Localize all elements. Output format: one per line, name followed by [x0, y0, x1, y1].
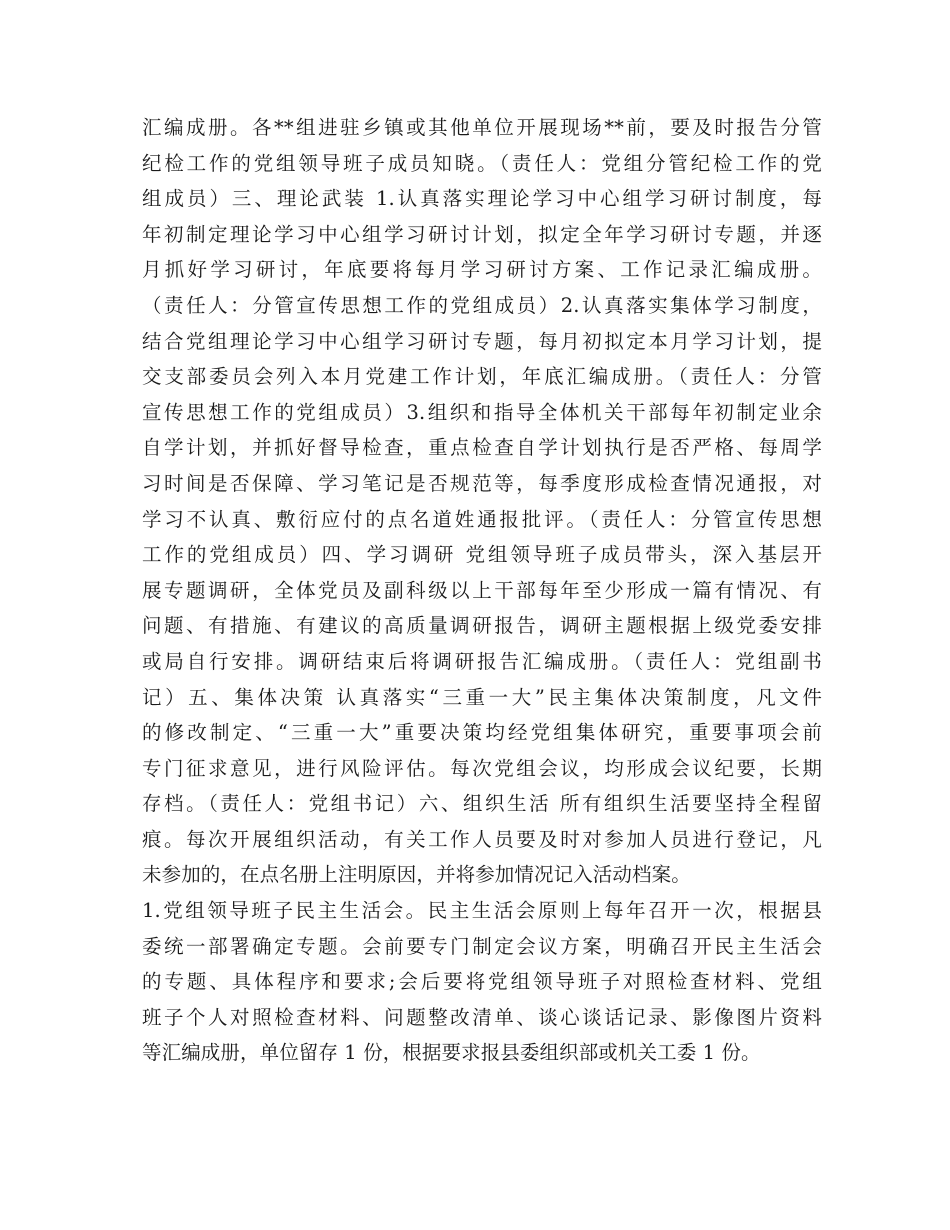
text-line: 交支部委员会列入本月党建工作计划，年底汇编成册。（责任人：分管: [142, 365, 822, 389]
text-line: 月抓好学习研讨，年底要将每月学习研讨方案、工作记录汇编成册。: [142, 258, 822, 282]
text-line: 痕。每次开展组织活动，有关工作人员要及时对参加人员进行登记，凡: [142, 827, 822, 851]
text-line: 专门征求意见，进行风险评估。每次党组会议，均形成会议纪要，长期: [142, 756, 822, 780]
text-line: 等汇编成册，单位留存 1 份，根据要求报县委组织部或机关工委 1 份。: [142, 1041, 761, 1065]
text-line: 结合党组理论学习中心组学习研讨专题，每月初拟定本月学习计划，提: [142, 329, 822, 353]
text-line: 自学计划，并抓好督导检查，重点检查自学计划执行是否严格、每周学: [142, 436, 822, 460]
text-line: （责任人：分管宣传思想工作的党组成员）2.认真落实集体学习制度，: [142, 293, 822, 317]
text-line: 学习不认真、敷衍应付的点名道姓通报批评。（责任人：分管宣传思想: [142, 507, 822, 531]
text-line: 习时间是否保障、学习笔记是否规范等，每季度形成检查情况通报，对: [142, 471, 822, 495]
text-line: 展专题调研，全体党员及副科级以上干部每年至少形成一篇有情况、有: [142, 578, 822, 602]
text-line: 记）五、集体决策 认真落实“三重一大”民主集体决策制度，凡文件: [142, 685, 822, 709]
text-line: 组成员）三、理论武装 1.认真落实理论学习中心组学习研讨制度，每: [142, 187, 822, 211]
text-line: 纪检工作的党组领导班子成员知晓。（责任人：党组分管纪检工作的党: [142, 151, 822, 175]
text-line: 工作的党组成员）四、学习调研 党组领导班子成员带头，深入基层开: [142, 543, 822, 567]
text-line: 汇编成册。各**组进驻乡镇或其他单位开展现场**前，要及时报告分管: [142, 116, 822, 139]
text-line: 班子个人对照检查材料、问题整改清单、谈心谈话记录、影像图片资料: [142, 1005, 822, 1029]
text-line: 存档。（责任人：党组书记）六、组织生活 所有组织生活要坚持全程留: [142, 792, 822, 816]
document-body: [142, 110, 822, 1071]
text-line: 的专题、具体程序和要求;会后要将党组领导班子对照检查材料、党组: [142, 970, 822, 994]
text-line: 1.党组领导班子民主生活会。民主生活会原则上每年召开一次，根据县: [142, 899, 822, 923]
text-line: 年初制定理论学习中心组学习研讨计划，拟定全年学习研讨专题，并逐: [142, 222, 822, 246]
text-line: 委统一部署确定专题。会前要专门制定会议方案，明确召开民主生活会: [142, 934, 822, 958]
text-line: 问题、有措施、有建议的高质量调研报告，调研主题根据上级党委安排: [142, 614, 822, 638]
text-line: 或局自行安排。调研结束后将调研报告汇编成册。（责任人：党组副书: [142, 649, 822, 673]
text-line: 宣传思想工作的党组成员）3.组织和指导全体机关干部每年初制定业余: [142, 400, 822, 424]
text-line: 的修改制定、“三重一大”重要决策均经党组集体研究，重要事项会前: [142, 721, 822, 745]
text-line: 未参加的，在点名册上注明原因，并将参加情况记入活动档案。: [142, 863, 691, 887]
